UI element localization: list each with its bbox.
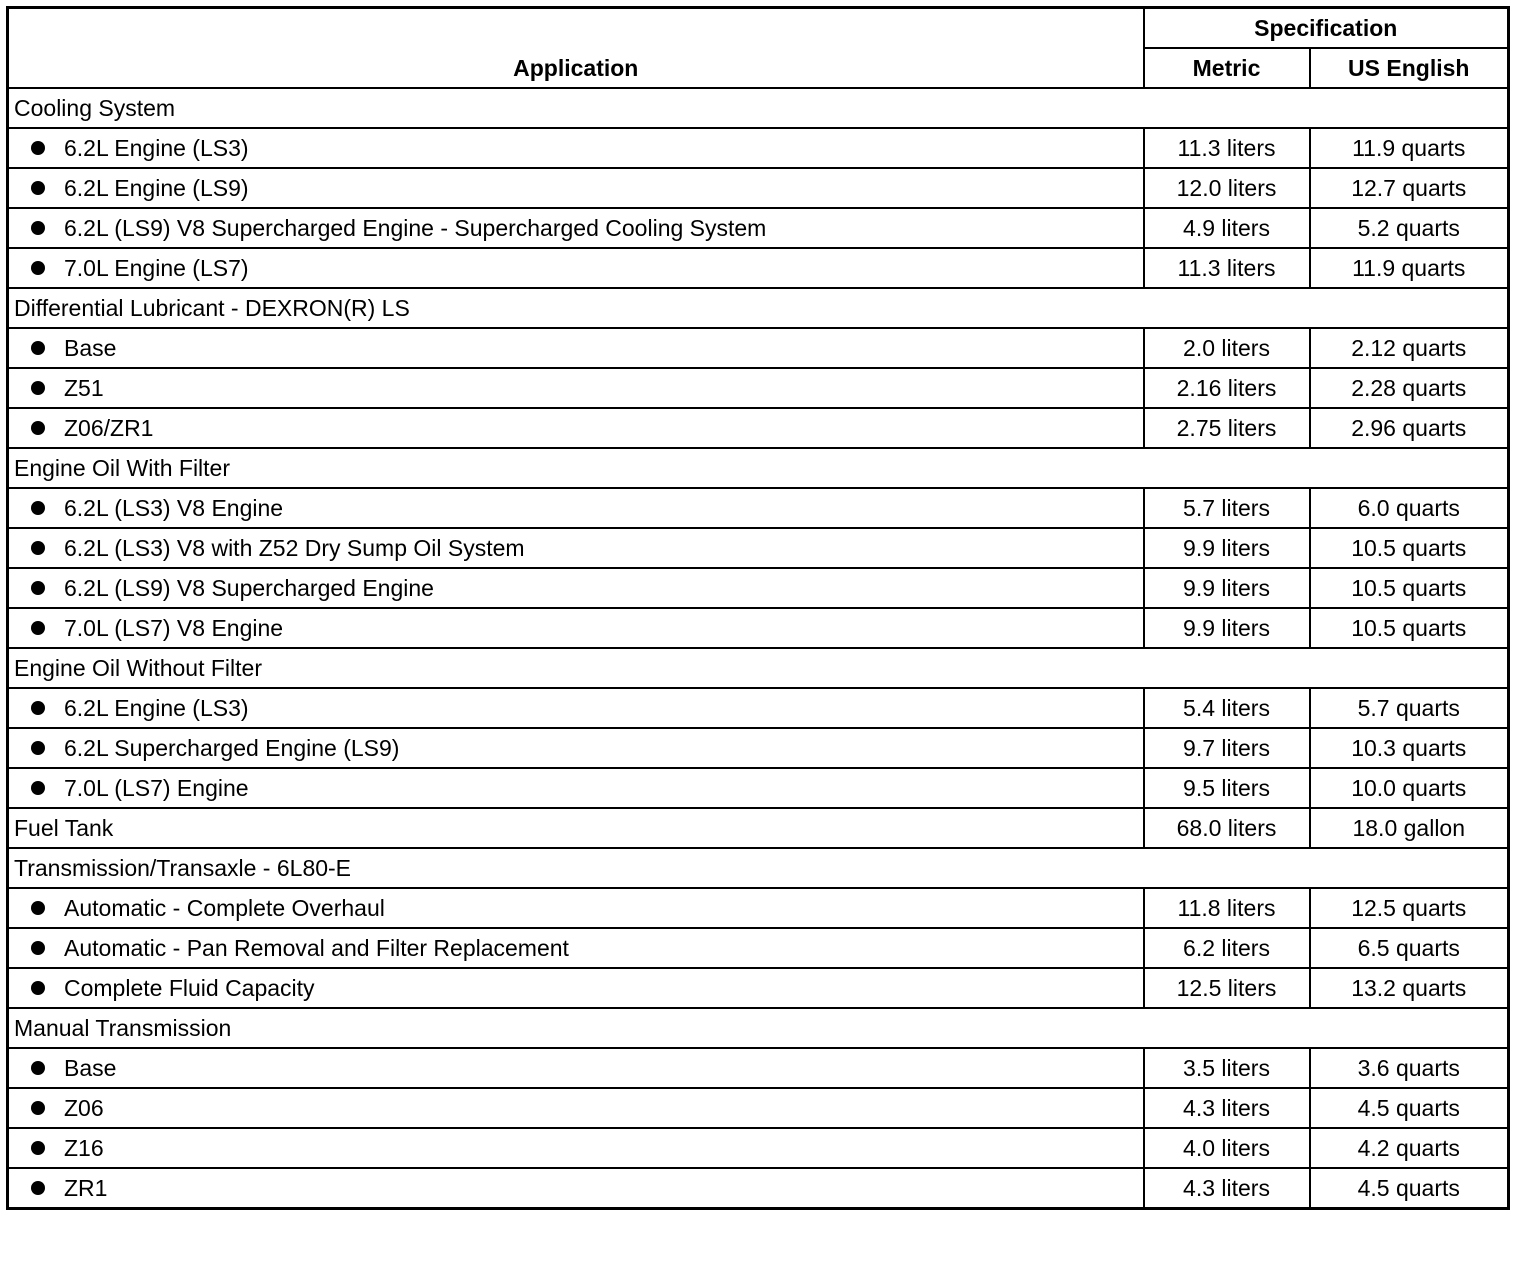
- bullet-icon: [31, 381, 45, 395]
- application-cell: [8, 328, 1144, 368]
- table-row: [8, 1088, 1509, 1128]
- application-label: Z06/ZR1: [64, 415, 154, 441]
- metric-cell: 12.5 liters: [1144, 968, 1310, 1008]
- metric-header: Metric: [1144, 48, 1310, 88]
- bullet-icon: [31, 1061, 45, 1075]
- us-english-cell: 4.2 quarts: [1310, 1128, 1509, 1168]
- metric-cell: 68.0 liters: [1144, 808, 1310, 848]
- application-label: 6.2L (LS9) V8 Supercharged Engine - Supercharged Cooling System: [64, 215, 767, 241]
- table-row: [8, 608, 1509, 648]
- table-row: [8, 248, 1509, 288]
- bullet-icon: [31, 1181, 45, 1195]
- bullet-icon: [31, 341, 45, 355]
- application-cell: [8, 528, 1144, 568]
- category-label: Cooling System: [8, 88, 1509, 128]
- table-header: [8, 8, 1509, 89]
- us-english-header: US English: [1310, 48, 1509, 88]
- category-row: [8, 1008, 1509, 1048]
- application-cell: [8, 768, 1144, 808]
- us-english-cell: 11.9 quarts: [1310, 128, 1509, 168]
- metric-cell: 4.9 liters: [1144, 208, 1310, 248]
- table-row: [8, 1048, 1509, 1088]
- metric-cell: 5.7 liters: [1144, 488, 1310, 528]
- table-row: [8, 368, 1509, 408]
- metric-cell: 9.9 liters: [1144, 528, 1310, 568]
- table-row: [8, 168, 1509, 208]
- application-label: Base: [64, 335, 117, 361]
- us-english-cell: 12.5 quarts: [1310, 888, 1509, 928]
- category-label: Manual Transmission: [8, 1008, 1509, 1048]
- category-row: [8, 808, 1509, 848]
- table-row: [8, 1168, 1509, 1209]
- us-english-cell: 2.12 quarts: [1310, 328, 1509, 368]
- bullet-icon: [31, 901, 45, 915]
- category-label: Engine Oil Without Filter: [8, 648, 1509, 688]
- application-label: 6.2L (LS3) V8 Engine: [64, 495, 284, 521]
- application-cell: [8, 808, 1144, 848]
- application-cell: [8, 1088, 1144, 1128]
- us-english-cell: 5.2 quarts: [1310, 208, 1509, 248]
- bullet-icon: [31, 581, 45, 595]
- bullet-icon: [31, 261, 45, 275]
- table-row: [8, 128, 1509, 168]
- application-label: Z51: [64, 375, 104, 401]
- metric-cell: 2.0 liters: [1144, 328, 1310, 368]
- table-row: [8, 728, 1509, 768]
- table-row: [8, 1128, 1509, 1168]
- metric-cell: 3.5 liters: [1144, 1048, 1310, 1088]
- us-english-cell: 4.5 quarts: [1310, 1088, 1509, 1128]
- application-cell: [8, 1168, 1144, 1209]
- metric-cell: 9.7 liters: [1144, 728, 1310, 768]
- metric-cell: 12.0 liters: [1144, 168, 1310, 208]
- metric-cell: 11.8 liters: [1144, 888, 1310, 928]
- application-label: Automatic - Pan Removal and Filter Replacement: [64, 935, 569, 961]
- metric-cell: 11.3 liters: [1144, 128, 1310, 168]
- application-header: Application: [8, 8, 1144, 89]
- bullet-icon: [31, 781, 45, 795]
- table-row: [8, 488, 1509, 528]
- bullet-icon: [31, 741, 45, 755]
- application-label: Fuel Tank: [14, 815, 114, 841]
- application-label: 6.2L (LS9) V8 Supercharged Engine: [64, 575, 434, 601]
- table-row: [8, 408, 1509, 448]
- application-cell: [8, 928, 1144, 968]
- application-cell: [8, 368, 1144, 408]
- us-english-cell: 6.0 quarts: [1310, 488, 1509, 528]
- application-cell: [8, 168, 1144, 208]
- bullet-icon: [31, 1141, 45, 1155]
- us-english-cell: 12.7 quarts: [1310, 168, 1509, 208]
- category-row: [8, 288, 1509, 328]
- metric-cell: 4.0 liters: [1144, 1128, 1310, 1168]
- bullet-icon: [31, 621, 45, 635]
- bullet-icon: [31, 181, 45, 195]
- metric-cell: 6.2 liters: [1144, 928, 1310, 968]
- table-row: [8, 568, 1509, 608]
- us-english-cell: 10.0 quarts: [1310, 768, 1509, 808]
- table-body: [8, 88, 1509, 1209]
- category-label: Engine Oil With Filter: [8, 448, 1509, 488]
- application-cell: [8, 408, 1144, 448]
- application-cell: [8, 968, 1144, 1008]
- application-cell: [8, 128, 1144, 168]
- table-row: [8, 528, 1509, 568]
- application-cell: [8, 568, 1144, 608]
- bullet-icon: [31, 421, 45, 435]
- bullet-icon: [31, 141, 45, 155]
- us-english-cell: 13.2 quarts: [1310, 968, 1509, 1008]
- us-english-cell: 2.96 quarts: [1310, 408, 1509, 448]
- application-label: Z16: [64, 1135, 104, 1161]
- application-label: 7.0L (LS7) V8 Engine: [64, 615, 284, 641]
- table-row: [8, 768, 1509, 808]
- application-label: Z06: [64, 1095, 104, 1121]
- application-label: Complete Fluid Capacity: [64, 975, 315, 1001]
- us-english-cell: 11.9 quarts: [1310, 248, 1509, 288]
- bullet-icon: [31, 541, 45, 555]
- application-label: 7.0L (LS7) Engine: [64, 775, 249, 801]
- application-cell: [8, 248, 1144, 288]
- table-row: [8, 328, 1509, 368]
- us-english-cell: 4.5 quarts: [1310, 1168, 1509, 1209]
- us-english-cell: 10.3 quarts: [1310, 728, 1509, 768]
- category-label: Differential Lubricant - DEXRON(R) LS: [8, 288, 1509, 328]
- application-label: ZR1: [64, 1175, 108, 1201]
- specification-header: Specification: [1144, 8, 1509, 49]
- application-cell: [8, 728, 1144, 768]
- us-english-cell: 5.7 quarts: [1310, 688, 1509, 728]
- application-cell: [8, 688, 1144, 728]
- application-label: Automatic - Complete Overhaul: [64, 895, 385, 921]
- metric-cell: 9.9 liters: [1144, 608, 1310, 648]
- metric-cell: 4.3 liters: [1144, 1168, 1310, 1209]
- table-row: [8, 968, 1509, 1008]
- us-english-cell: 2.28 quarts: [1310, 368, 1509, 408]
- metric-cell: 11.3 liters: [1144, 248, 1310, 288]
- bullet-icon: [31, 221, 45, 235]
- category-row: [8, 648, 1509, 688]
- us-english-cell: 6.5 quarts: [1310, 928, 1509, 968]
- us-english-cell: 3.6 quarts: [1310, 1048, 1509, 1088]
- category-label: Transmission/Transaxle - 6L80-E: [8, 848, 1509, 888]
- application-cell: [8, 888, 1144, 928]
- category-row: [8, 448, 1509, 488]
- application-cell: [8, 208, 1144, 248]
- application-label: 6.2L (LS3) V8 with Z52 Dry Sump Oil System: [64, 535, 525, 561]
- application-cell: [8, 1128, 1144, 1168]
- metric-cell: 2.75 liters: [1144, 408, 1310, 448]
- application-label: 6.2L Supercharged Engine (LS9): [64, 735, 400, 761]
- bullet-icon: [31, 501, 45, 515]
- application-label: Base: [64, 1055, 117, 1081]
- bullet-icon: [31, 981, 45, 995]
- metric-cell: 2.16 liters: [1144, 368, 1310, 408]
- capacities-table: [6, 6, 1510, 1210]
- table-row: [8, 928, 1509, 968]
- application-label: 6.2L Engine (LS3): [64, 135, 249, 161]
- us-english-cell: 10.5 quarts: [1310, 568, 1509, 608]
- category-row: [8, 848, 1509, 888]
- application-label: 6.2L Engine (LS3): [64, 695, 249, 721]
- metric-cell: 9.9 liters: [1144, 568, 1310, 608]
- table-row: [8, 888, 1509, 928]
- table-row: [8, 688, 1509, 728]
- us-english-cell: 10.5 quarts: [1310, 528, 1509, 568]
- application-cell: [8, 1048, 1144, 1088]
- us-english-cell: 18.0 gallon: [1310, 808, 1509, 848]
- bullet-icon: [31, 701, 45, 715]
- application-label: 6.2L Engine (LS9): [64, 175, 249, 201]
- metric-cell: 9.5 liters: [1144, 768, 1310, 808]
- application-cell: [8, 608, 1144, 648]
- application-cell: [8, 488, 1144, 528]
- category-row: [8, 88, 1509, 128]
- table-row: [8, 208, 1509, 248]
- bullet-icon: [31, 1101, 45, 1115]
- metric-cell: 4.3 liters: [1144, 1088, 1310, 1128]
- bullet-icon: [31, 941, 45, 955]
- us-english-cell: 10.5 quarts: [1310, 608, 1509, 648]
- application-label: 7.0L Engine (LS7): [64, 255, 249, 281]
- metric-cell: 5.4 liters: [1144, 688, 1310, 728]
